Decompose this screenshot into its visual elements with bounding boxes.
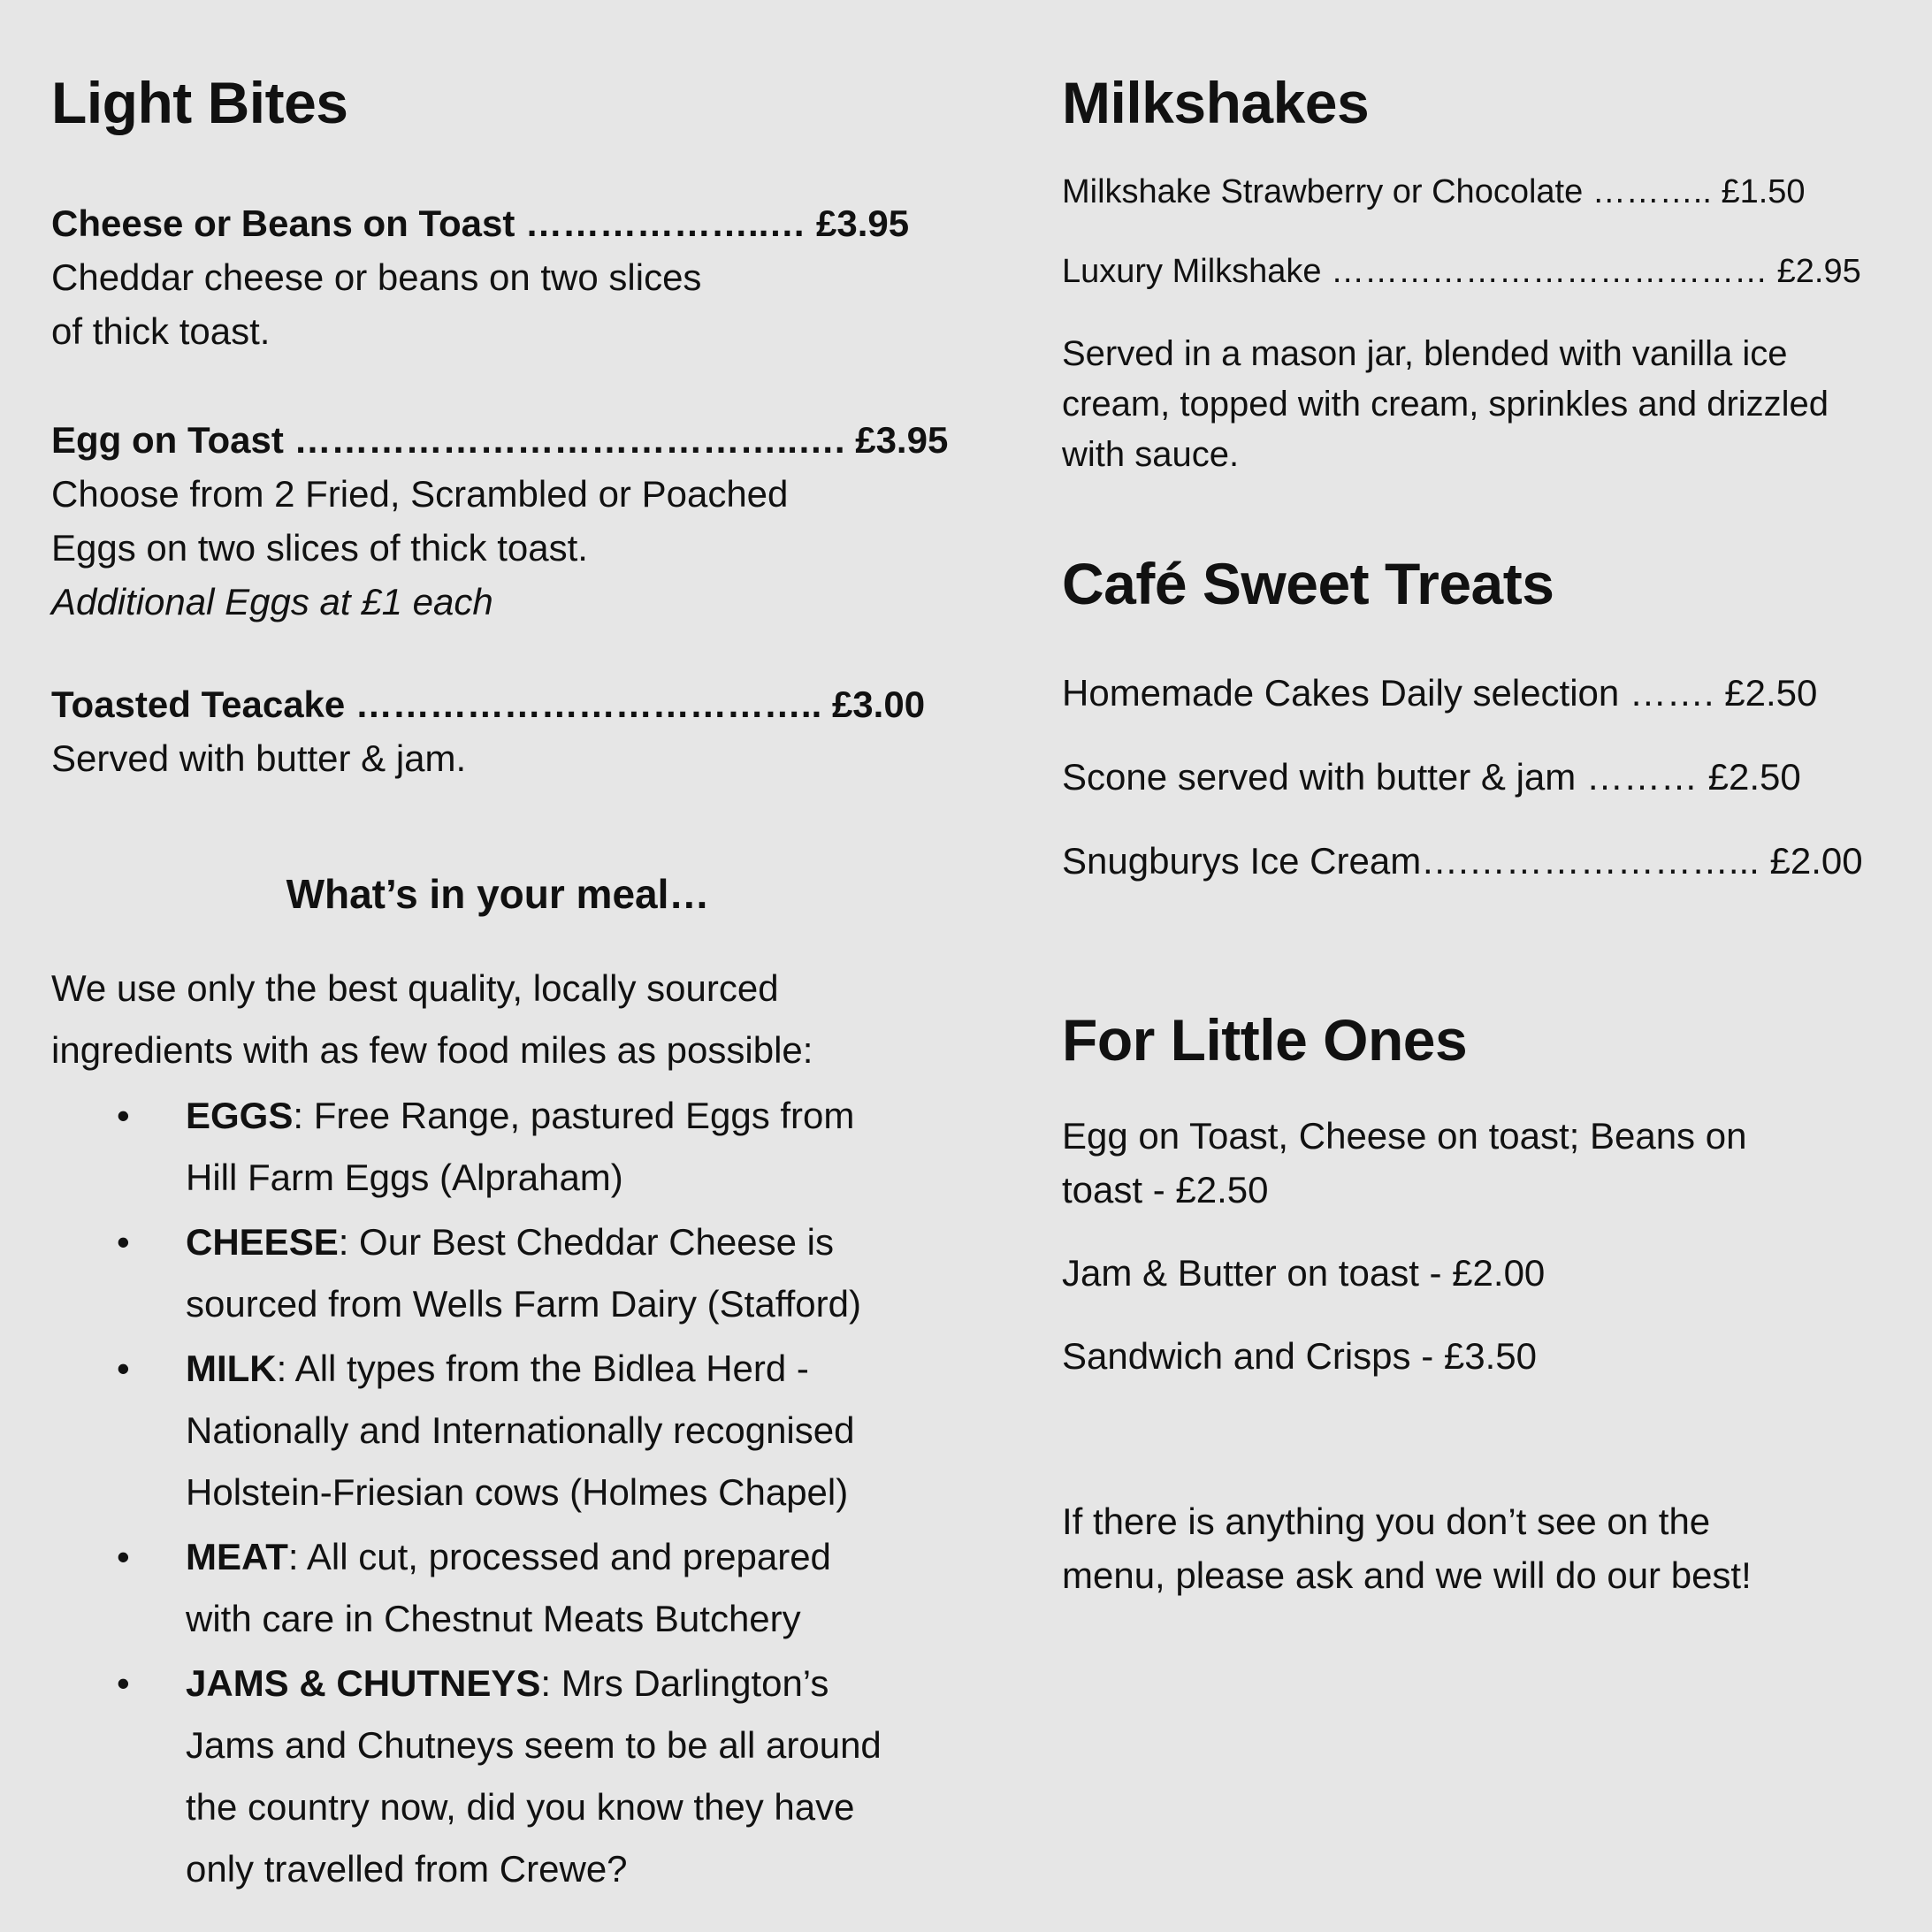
source-text-line: : All types from the Bidlea Herd - (276, 1348, 809, 1389)
menu-item-cheese-beans-toast (51, 196, 944, 358)
list-item (117, 1526, 944, 1650)
menu-item-note: Additional Eggs at £1 each (51, 581, 493, 622)
milkshake-desc-line: Served in a mason jar, blended with vanilla ice (1062, 334, 1788, 373)
menu-item-title: Cheese or Beans on Toast ………………..… £3.95 (51, 202, 910, 244)
menu-item-homemade-cakes: Homemade Cakes Daily selection ……. £2.50 (1062, 672, 1818, 714)
bullet-icon: • (117, 1662, 130, 1704)
menu-item-scone: Scone served with butter & jam ……… £2.50 (1062, 756, 1801, 798)
menu-item-toasted-teacake (51, 677, 944, 785)
bullet-icon: • (117, 1348, 130, 1389)
kids-item-line: Egg on Toast, Cheese on toast; Beans on (1062, 1115, 1747, 1157)
footer-note-line: menu, please ask and we will do our best! (1062, 1554, 1752, 1596)
source-text-line: Jams and Chutneys seem to be all around (186, 1724, 882, 1766)
sweet-treats-heading: Café Sweet Treats (1062, 551, 1554, 616)
source-text-line: only travelled from Crewe? (186, 1848, 628, 1890)
meal-info-intro-line: We use only the best quality, locally sourced (51, 967, 779, 1009)
source-key: MEAT (186, 1536, 288, 1577)
list-item (117, 1653, 944, 1900)
bullet-icon: • (117, 1221, 130, 1263)
footer-note (1062, 1494, 1893, 1602)
menu-item-desc-line: Choose from 2 Fried, Scrambled or Poached (51, 473, 789, 515)
menu-item-luxury-milkshake: Luxury Milkshake ………………………………… £2.95 (1062, 253, 1861, 290)
list-item (117, 1338, 944, 1523)
menu-item-title: Toasted Teacake ……………………………….. £3.00 (51, 683, 926, 725)
kids-item-jam-butter (1062, 1246, 1893, 1300)
menu-item-ice-cream: Snugburys Ice Cream….…………………... £2.00 (1062, 840, 1863, 882)
source-text-line: Hill Farm Eggs (Alpraham) (186, 1157, 623, 1198)
menu-item-desc-line: of thick toast. (51, 310, 271, 352)
meal-info-intro-line: ingredients with as few food miles as possible: (51, 1029, 813, 1071)
source-text-line: sourced from Wells Farm Dairy (Stafford) (186, 1283, 861, 1325)
light-bites-heading: Light Bites (51, 70, 348, 135)
source-key: JAMS & CHUTNEYS (186, 1662, 541, 1704)
source-text-line: with care in Chestnut Meats Butchery (186, 1598, 801, 1639)
kids-item-toast (1062, 1109, 1893, 1217)
source-text-line: Holstein-Friesian cows (Holmes Chapel) (186, 1471, 849, 1513)
menu-item-milkshake: Milkshake Strawberry or Chocolate ……….. £1.50 (1062, 173, 1806, 210)
footer-note-line: If there is anything you don’t see on the (1062, 1501, 1711, 1542)
bullet-icon: • (117, 1536, 130, 1577)
source-text-line: : Mrs Darlington’s (540, 1662, 829, 1704)
source-key: CHEESE (186, 1221, 339, 1263)
kids-item-line: Jam & Butter on toast - £2.00 (1062, 1252, 1546, 1294)
menu-item-egg-toast (51, 413, 949, 629)
source-text-line: : Free Range, pastured Eggs from (293, 1095, 855, 1136)
milkshake-desc-line: cream, topped with cream, sprinkles and drizzled (1062, 385, 1829, 424)
meal-info-heading: What’s in your meal… (286, 871, 710, 917)
source-text-line: Nationally and Internationally recognised (186, 1409, 855, 1451)
meal-info-intro (51, 958, 944, 1081)
menu-item-title: Egg on Toast …………………………………..…. £3.95 (51, 419, 949, 461)
kids-item-line: toast - £2.50 (1062, 1169, 1269, 1210)
source-text-line: : All cut, processed and prepared (287, 1536, 831, 1577)
bullet-icon: • (117, 1095, 130, 1136)
little-ones-heading: For Little Ones (1062, 1007, 1468, 1073)
menu-item-desc-line: Eggs on two slices of thick toast. (51, 527, 588, 569)
source-key: MILK (186, 1348, 277, 1389)
menu-item-desc-line: Cheddar cheese or beans on two slices (51, 256, 702, 298)
list-item (117, 1085, 944, 1209)
right-column (1062, 0, 1893, 1932)
source-key: EGGS (186, 1095, 294, 1136)
milkshake-desc-line: with sauce. (1062, 435, 1240, 474)
menu-item-desc-line: Served with butter & jam. (51, 737, 467, 779)
list-item (117, 1211, 944, 1335)
source-text-line: the country now, did you know they have (186, 1786, 855, 1828)
kids-item-line: Sandwich and Crisps - £3.50 (1062, 1335, 1537, 1377)
kids-item-sandwich (1062, 1329, 1893, 1383)
source-text-line: : Our Best Cheddar Cheese is (338, 1221, 834, 1263)
milkshake-description (1062, 329, 1893, 480)
left-column (51, 0, 949, 1932)
ingredient-sources-list (51, 1085, 944, 1903)
milkshakes-heading: Milkshakes (1062, 70, 1370, 135)
